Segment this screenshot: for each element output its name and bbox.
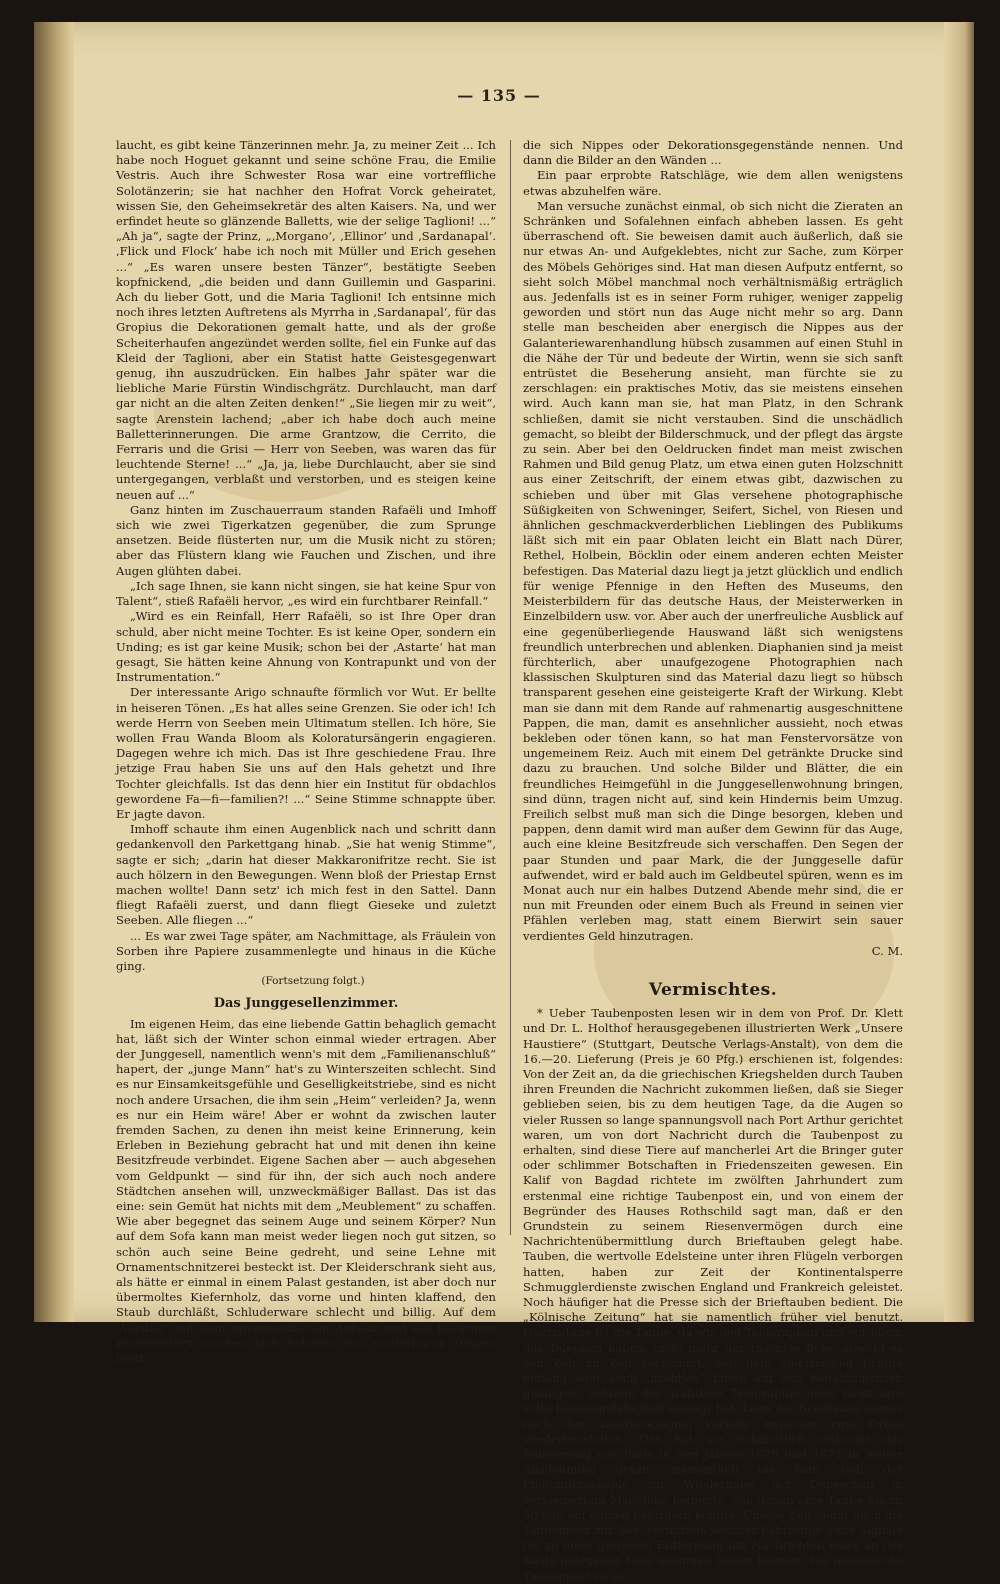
paragraph: „Ich sage Ihnen, sie kann nicht singen, sie hat keine Spur von Talent“, stieß Rafaëli hervor, „es wird ein furchtbarer Reinfall.“ — [116, 578, 496, 609]
paragraph: Man versuche zunächst einmal, ob sich nicht die Zieraten an Schränken und Sofalehnen einfach abheben lassen. Es geht überraschend oft. Sie beweisen damit auch äußerlich, daß sie nur etwas An- und Aufgeklebtes, nicht zur Sache, zum Körper des Möbels Gehöriges sind. Hat man diesen Aufputz entfernt, so sieht solch Möbel manchmal noch verhältnismäßig erträglich aus. Jedenfalls ist es in seiner Form ruhiger, weniger zappelig geworden und stört nun das Auge nicht mehr so arg. Dann stelle man bescheiden aber energisch die Nippes aus der Galanteriewarenhandlung hübsch zusammen auf einen Stuhl in die Nähe der Tür und bedeute der Wirtin, wenn sie sich sanft entrüstet die Beseherung ansieht, man fürchte sie zu zerschlagen: ein praktisches Motiv, das sie meistens einsehen wird. Auch kann man sie, hat man Platz, in den Schrank schließen, damit sie nicht verstauben. Sind die unschädlich gemacht, so bleibt der Bilderschmuck, und der pflegt das ärgste zu sein. Aber bei den Oeldrucken findet man meist zwischen Rahmen und Bild genug Platz, um etwa einen guten Holzschnitt aus einer Zeitschrift, der einem etwas gibt, dazwischen zu schieben und über mit Glas versehene photographische Süßigkeiten von Schweninger, Seifert, Sichel, von Riesen und ähnlichen geschmackverderblichen Lieblingen des Publikums läßt sich mit ein paar Oblaten leicht ein Blatt nach Dürer, Rethel, Holbein, Böcklin oder einem anderen echten Meister befestigen. Das Material dazu liegt ja jetzt glücklich und endlich für wenige Pfennige in den Heften des Museums, den Meisterbildern für das deutsche Haus, der Meisterwerken in Einzelbildern usw. vor. Aber auch der unerfreuliche Ausblick auf eine gegenüberliegende Hauswand läßt sich wenigstens freundlich unterbrechen und ablenken. Diaphanien sind ja meist fürchterlich, aber unaufgezogene Photographien nach klassischen Skulpturen sind das Material dazu liegt so hübsch transparent gesehen eine geisteigerte Kraft der Wirkung. Klebt man sie dann mit dem Rande auf rahmenartig ausgeschnittene Pappen, die man, damit es ansehnlicher aussieht, noch etwas bekleben oder tönen kann, so hat man Fenstervorsätze von ungemeinem Reiz. Auch mit einem Del getränkte Drucke sind dazu zu brauchen. Und solche Bilder und Blätter, die ein freundliches Heimgefühl in die Junggesellenwohnung bringen, sind dünn, tragen nicht auf, sind kein Hindernis beim Umzug. Freilich selbst muß man sich die Dinge besorgen, kleben und pappen, denn damit wird man außer dem Gewinn für das Auge, auch eine kleine Besitzfreude sich verschaffen. Den Segen der paar Stunden und paar Mark, die der Junggeselle dafür aufwendet, wird er bald auch im Geldbeutel spüren, wenn es im Monat auch nur ein halbes Dutzend Abende mehr sind, die er nun mit Freunden oder einem Buch als Freund in seinen vier Pfählen verleben mag, statt einem Bierwirt sein sauer verdientes Geld hinzutragen. — [523, 198, 903, 943]
continued-note: (Fortsetzung folgt.) — [261, 975, 365, 988]
paragraph: * Ueber Taubenposten lesen wir in dem von Prof. Dr. Klett und Dr. L. Holthof herausgegebenen illustrierten Werk „Unsere Haustiere“ (Stuttgart, Deutsche Verlags-Anstalt), von dem die 16.—20. Lieferung (Preis je 60 Pfg.) erschienen ist, folgendes: Von der Zeit an, da die griechischen Kriegshelden durch Tauben ihren Freunden die Nachricht zukommen ließen, daß sie Sieger geblieben seien, bis zu dem heutigen Tage, da die Augen so vieler Russen so lange spannungsvoll nach Port Arthur gerichtet waren, um von dort Nachricht durch die Taubenpost zu erhalten, sind diese Tiere auf mancherlei Art die Bringer guter oder schlimmer Botschaften in Friedenszeiten gewesen. Ein Kalif von Bagdad richtete im zwölften Jahrhundert zum erstenmal eine richtige Taubenpost ein, und von einem der Begründer des Hauses Rothschild sagt man, daß er den Grundstein zu seinem Riesenvermögen durch eine Nachrichtenübermittlung durch Brieftauben gelegt habe. Tauben, die wertvolle Edelsteine unter ihren Flügeln verborgen hatten, haben zur Zeit der Kontinentalsperre Schmugglerdienste zwischen England und Frankreich geleistet. Noch häufiger hat die Presse sich der Brieftauben bedient. Die „Kölnische Zeitung“ hat sie namentlich früher viel benutzt. Heutzutage ist die Taube, da wir den Telegraphen und vor allem das Telephon haben, nicht mehr der raschste Bote, obwohl es von Zeit zu Zeit vorkommt, daß dem elektrischen Drahte entlang oder auch „drahtlos“ Enten auf den Redaktionstisch gelangen. Solange die drahtlose Telegraphie noch nicht ihre volle Leistungsfähigkeit erlangt hat, kann die Brieftaube immer noch den unterbrochenen Verkehr zwischen zwei Orten wiederherstellen. Das hat sie bekanntlich während der Belagerung von Paris in den Jahren 1870 und 1871 in weiter Ausdehnung getan, namentlich als man sich der Photomikroskopie zur Wiedergabe der Depeschen in verkleinertem Maßstabe bediente, von denen eine Taube bis zu 50 000 auf einmal befördern konnte. Unsere Zeit kennt auch die Taubenpost zur See, vermittels welcher Fahrzeuge ohne Signale bis zu einer gewissen Entfernung hin Nachrichten einer an der Küste gelegenen Orte gelangen lassen können. Die militärische Taubenpost ist in — [523, 1006, 903, 1583]
article-heading: Das Junggesellenzimmer. — [213, 996, 399, 1012]
page-binding — [34, 22, 74, 1322]
paragraph: die sich Nippes oder Dekorationsgegenstände nennen. Und dann die Bilder an den Wänden ... — [523, 138, 903, 168]
paragraph: Ganz hinten im Zuschauerraum standen Rafaëli und Imhoff sich wie zwei Tigerkatzen gegenüber, die zum Sprunge ansetzen. Beide flüsterten nur, um die Musik nicht zu stören; aber das Flüstern klang wie Fauchen und Zischen, und ihre Augen glühten dabei. — [116, 502, 496, 578]
right-column — [523, 138, 903, 1583]
paragraph: ... Es war zwei Tage später, am Nachmittage, als Fräulein von Sorben ihre Papiere zusammenlegte und hinaus in die Küche ging. — [116, 928, 496, 973]
page-edge — [944, 22, 974, 1322]
paragraph: laucht, es gibt keine Tänzerinnen mehr. Ja, zu meiner Zeit ... Ich habe noch Hoguet gekannt und seine schöne Frau, die Emilie Vestris. Auch ihre Schwester Rosa war eine vortreffliche Solotänzerin; sie hat nachher den Hofrat Vorck geheiratet, wissen Sie, den Geheimsekretär des alten Kaisers. Na, und wer erfindet heute so glänzende Balletts, wie der selige Taglioni! ...“ „Ah ja“, sagte der Prinz, „‚Morgano‘, ‚Ellinor‘ und ‚Sardanapal‘. ‚Flick und Flock‘ habe ich noch mit Müller und Erich gesehen ...“ „Es waren unsere besten Tänzer“, bestätigte Seeben kopfnickend, „die beiden und dann Guillemin und Gasparini. Ach du lieber Gott, und die Maria Taglioni! Ich entsinne mich noch ihres letzten Auftretens als Myrrha in ‚Sardanapal‘, für das Gropius die Dekorationen gemalt hatte, und als der große Scheiterhaufen angezündet werden sollte, fiel ein Funke auf das Kleid der Taglioni, aber ein Statist hatte Geistesgegenwart genug, ihn auszudrücken. Ein halbes Jahr später war die liebliche Marie Fürstin Windischgrätz. Durchlaucht, man darf gar nicht an die alten Zeiten denken!“ „Sie liegen mir zu weit“, sagte Arenstein lachend; „aber ich habe doch auch meine Balletterinnerungen. Die arme Grantzow, die Cerrito, die Ferraris und die Grisi — Herr von Seeben, was waren das für leuchtende Sterne! ...“ „Ja, ja, liebe Durchlaucht, aber sie sind untergegangen, verblaßt und verstorben, und es steigen keine neuen auf ...“ — [116, 138, 496, 502]
section-heading: Vermischtes. — [648, 979, 778, 1000]
author-signature: C. M. — [871, 943, 903, 958]
paragraph: Im eigenen Heim, das eine liebende Gattin behaglich gemacht hat, läßt sich der Winter schon einmal wieder ertragen. Aber der Junggesell, namentlich wenn's mit dem „Familienanschluß“ hapert, der „junge Mann“ hat's zu Winterszeiten schlecht. Sind es nur Einsamkeitsgefühle und Geselligkeitstriebe, sind es nicht noch andere Ursachen, die ihm sein „Heim“ verleiden? Ja, wenn es nur ein Heim wäre! Aber er wohnt da zwischen lauter fremden Sachen, zu denen ihn meist keine Erinnerung, kein Erleben in Beziehung gebracht hat und mit denen ihn keine Besitzfreude verbindet. Eigene Sachen aber — auch abgesehen vom Geldpunkt — sind für ihn, der sich auch noch andere Städtchen ansehen will, unzweckmäßiger Ballast. Das ist das eine: sein Gemüt hat nichts mit dem „Meublement“ zu schaffen. Wie aber begegnet das seinem Auge und seinem Körper? Nun auf dem Sofa kann man meist weder liegen noch gut sitzen, so schön auch seine Beine gedreht, und seine Lehne mit Ornamentschnitzerei besteckt ist. Der Kleiderschrank sieht aus, als hätte er einmal in einem Palast gestanden, ist aber doch nur übermoltes Kiefernholz, das vorne und hinten klaffend, den Staub durchläßt, Schluderware schlecht und billig. Auf dem „Vertiko“ mit dem unvermeidlichen Aufsatz und auf höckrigen Bordbrettern machen sich Scharen von sonderbaren Dingen breit, — [116, 1016, 496, 1366]
page-number: — 135 — — [457, 86, 541, 105]
left-column — [116, 138, 496, 1366]
paragraph: Der interessante Arigo schnaufte förmlich vor Wut. Er bellte in heiseren Tönen. „Es hat alles seine Grenzen. Sie oder ich! Ich werde Herrn von Seeben mein Ultimatum stellen. Ich höre, Sie wollen Frau Wanda Bloom als Koloratursängerin engagieren. Dagegen wehre ich mich. Das ist Ihre geschiedene Frau. Ihre jetzige Frau haben Sie uns auf den Hals gehetzt und Ihre Tochter gleichfalls. Ist das denn hier ein Institut für obdachlos gewordene Fa—fi—familien?! ...“ Seine Stimme schnappte über. Er jagte davon. — [116, 685, 496, 821]
paragraph: Imhoff schaute ihm einen Augenblick nach und schritt dann gedankenvoll den Parkettgang hinab. „Sie hat wenig Stimme“, sagte er sich; „darin hat dieser Makkaronifritze recht. Sie ist auch hölzern in den Bewegungen. Wenn bloß der Priestap Ernst machen wollte! Dann setz' ich mich fest in den Sattel. Dann fliegt Rafaëli zuerst, und dann fliegt Gieseke und zuletzt Seeben. Alle fliegen ...“ — [116, 822, 496, 928]
paragraph: „Wird es ein Reinfall, Herr Rafaëli, so ist Ihre Oper dran schuld, aber nicht meine Tochter. Es ist keine Oper, sondern ein Unding; es ist gar keine Musik; schon bei der ‚Astarte‘ hat man gesagt, Sie hätten keine Ahnung von Kontrapunkt und von der Instrumentation.“ — [116, 609, 496, 685]
column-divider — [510, 140, 511, 1235]
book-page — [34, 22, 974, 1583]
paragraph: Ein paar erprobte Ratschläge, wie dem allen wenigstens etwas abzuhelfen wäre. — [523, 168, 903, 198]
